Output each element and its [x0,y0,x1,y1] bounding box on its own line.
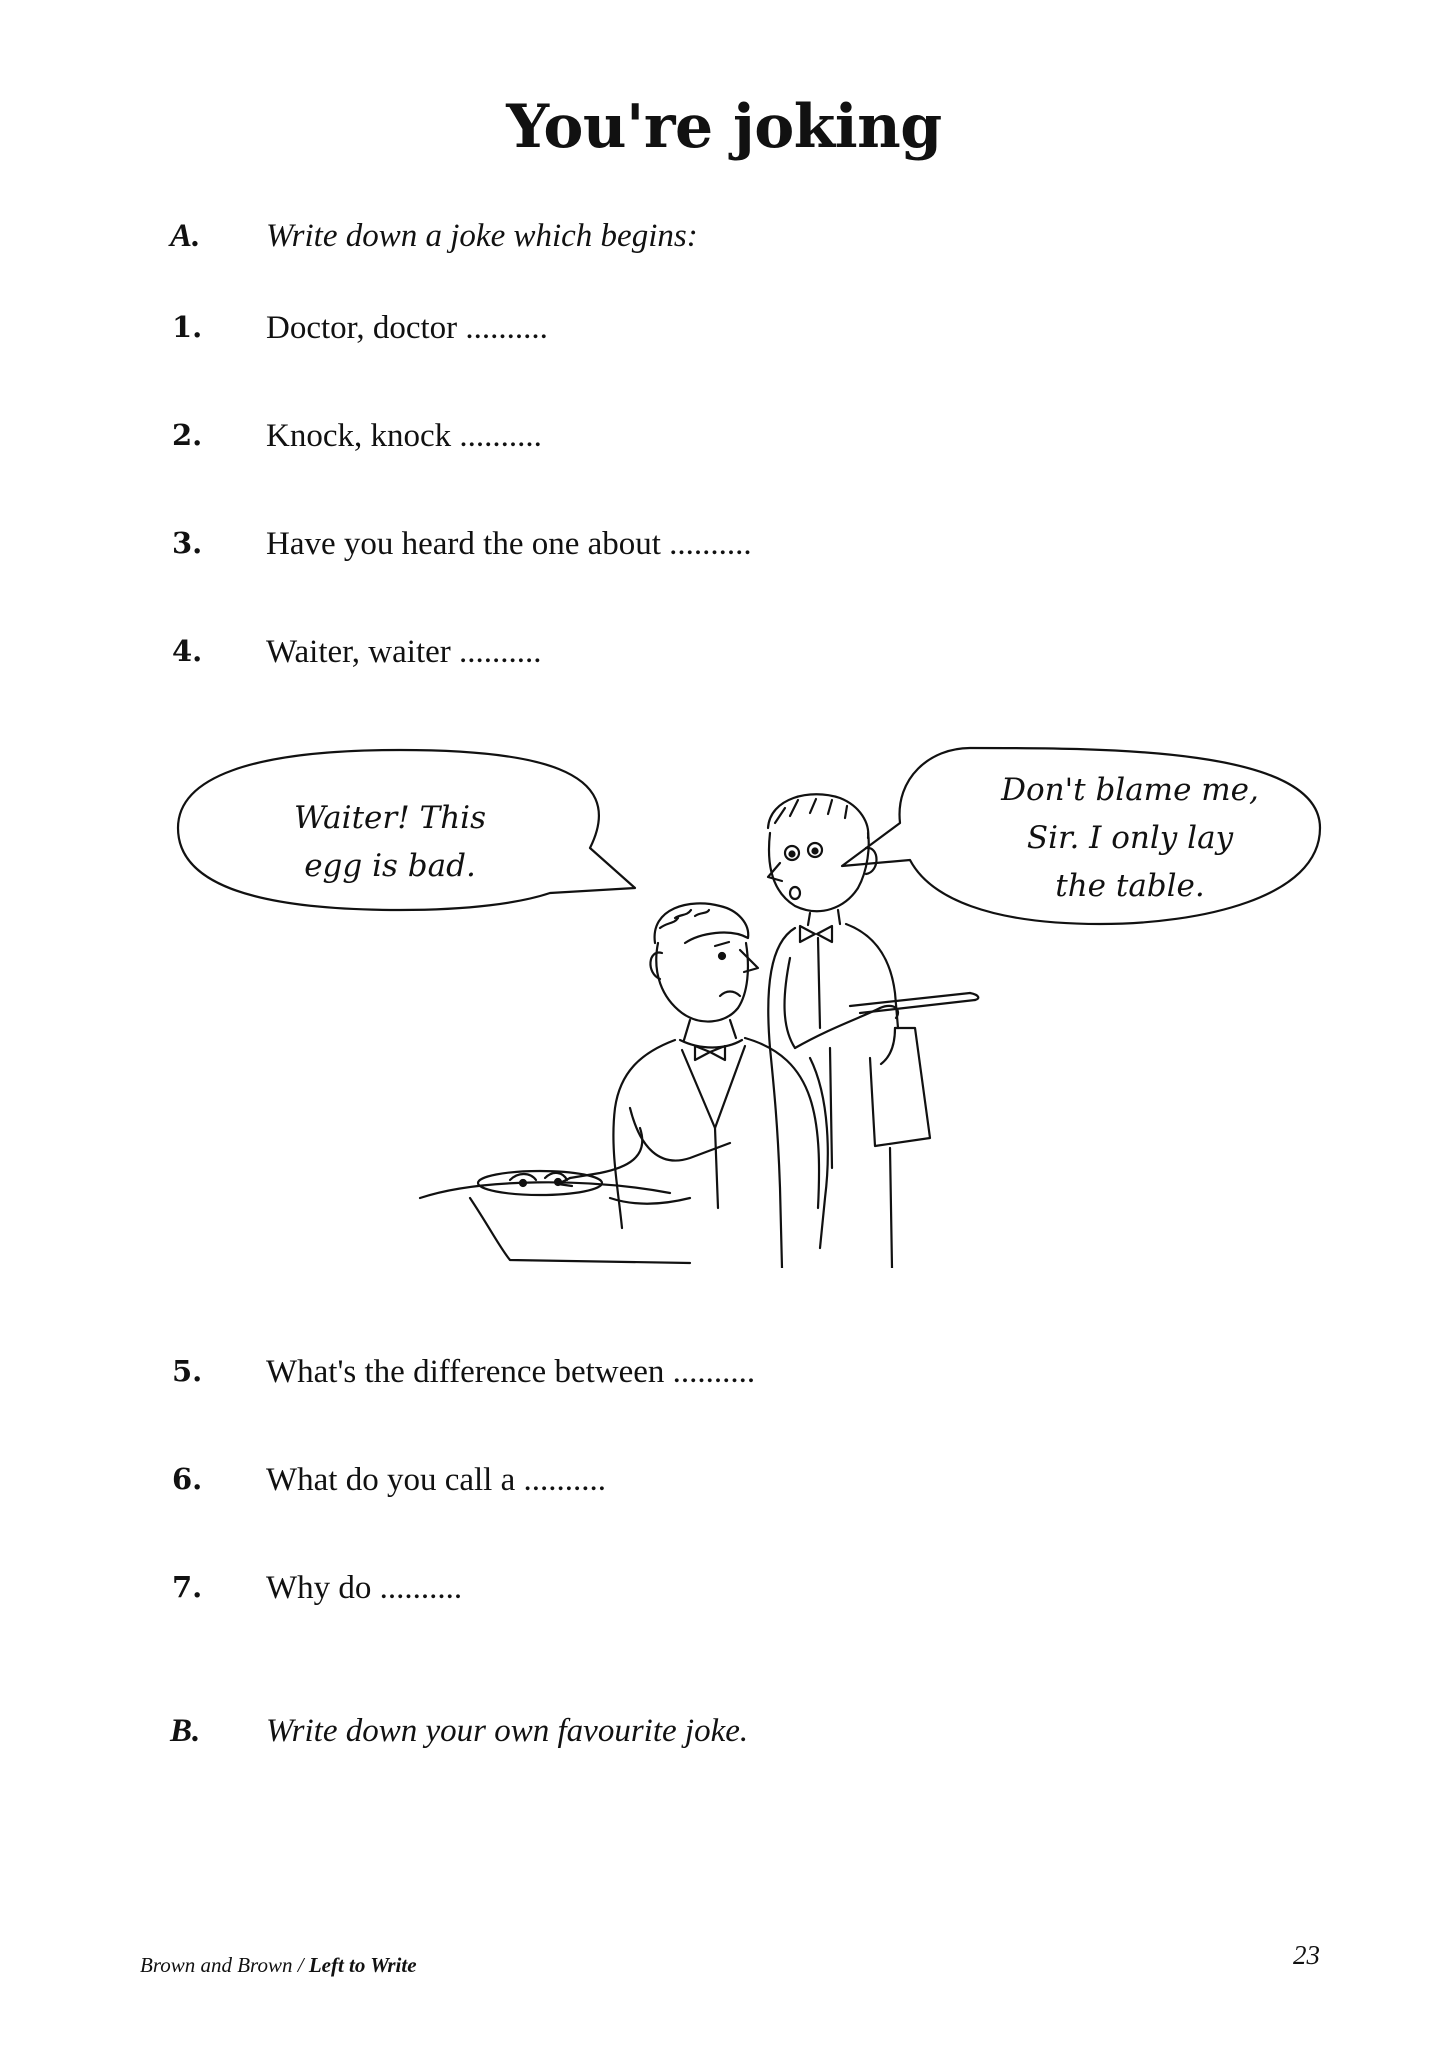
item-number: 6. [172,1462,203,1496]
section-b-header [0,1713,1448,1763]
item-text: Why do .......... [266,1570,463,1606]
waiter-speech [950,766,1310,910]
list-item [0,634,1448,684]
item-number: 3. [172,526,203,560]
item-text: Knock, knock .......... [266,418,542,454]
page-number: 23 [1293,1940,1320,1970]
footer-book-title: Left to Write [308,1953,417,1977]
item-text: What's the difference between .......... [266,1354,756,1390]
diner-speech-line-1: Waiter! This [294,800,486,836]
waiter-speech-line-1: Don't blame me, [1001,772,1259,808]
section-a-label: A. [170,218,201,254]
item-text: Have you heard the one about .......... [266,526,752,562]
list-item [0,1570,1448,1620]
section-a-instruction: Write down a joke which begins: [266,218,698,254]
footer-credit [140,1953,417,1978]
item-text: What do you call a .......... [266,1462,606,1498]
item-text: Waiter, waiter .......... [266,634,542,670]
section-a-header [0,218,1448,268]
waiter-speech-line-3: the table. [1055,868,1205,904]
waiter-speech-line-2: Sir. I only lay [1026,820,1234,856]
list-item [0,526,1448,576]
diner-figure [420,903,828,1263]
item-number: 4. [172,634,203,668]
item-number: 5. [172,1354,203,1388]
footer-authors: Brown and Brown [140,1953,293,1977]
list-item [0,1354,1448,1404]
cartoon-illustration [170,728,1330,1268]
item-number: 1. [172,310,203,344]
diner-speech-line-2: egg is bad. [304,848,476,884]
item-number: 7. [172,1570,203,1604]
list-item [0,310,1448,360]
diner-speech [210,794,570,890]
item-text: Doctor, doctor .......... [266,310,548,346]
list-item [0,418,1448,468]
section-b-label: B. [170,1713,201,1749]
section-b-instruction: Write down your own favourite joke. [266,1713,749,1749]
footer-separator: / [292,1953,309,1977]
waiter-figure [768,794,978,1268]
item-number: 2. [172,418,203,452]
page-title: You're joking [506,92,942,162]
list-item [0,1462,1448,1512]
